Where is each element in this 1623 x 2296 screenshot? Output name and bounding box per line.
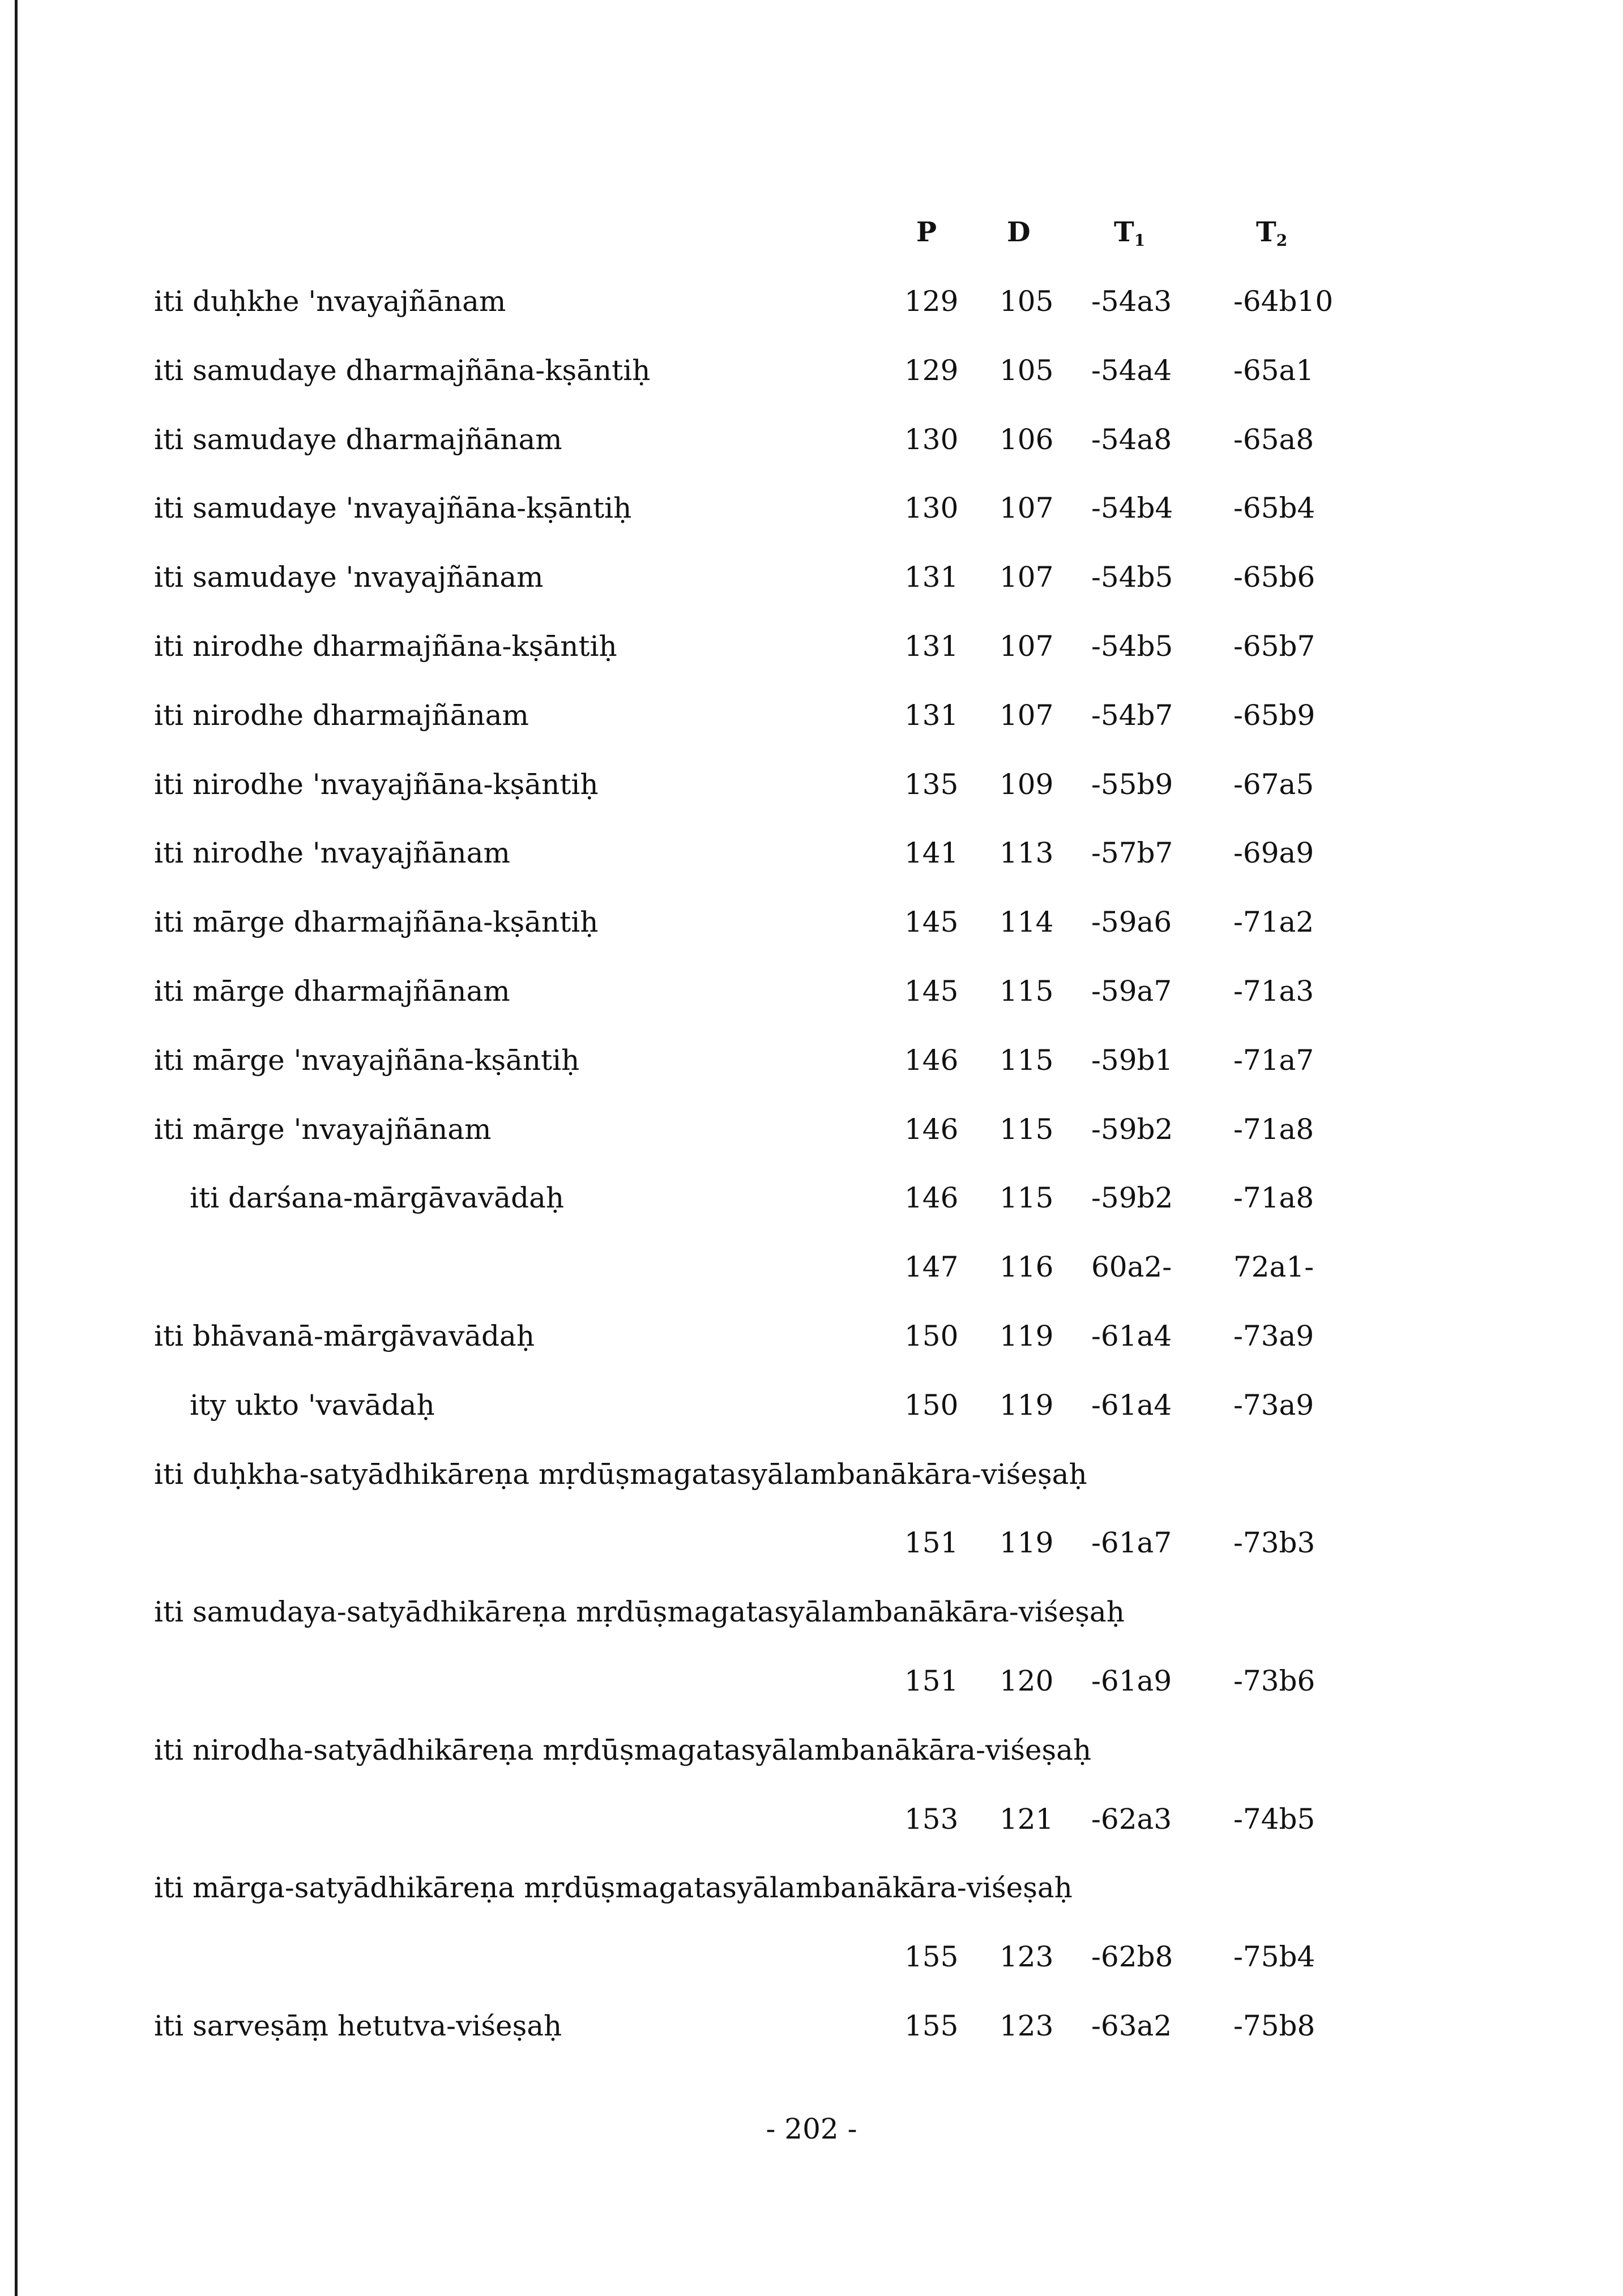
- row-label: iti darśana-mārgāvavādaḥ: [190, 1181, 565, 1214]
- cell-d: 116: [1000, 1251, 1054, 1283]
- cell-p: 146: [904, 1181, 959, 1214]
- cell-d: 115: [1000, 1181, 1054, 1214]
- table-row: [0, 1111, 1623, 1147]
- row-label: iti samudaye dharmajñāna-kṣāntiḥ: [154, 354, 651, 387]
- cell-t1: -61a9: [1091, 1665, 1172, 1697]
- table-row: [0, 1456, 1623, 1492]
- cell-t2: -65b9: [1233, 699, 1316, 732]
- cell-p: 135: [904, 768, 959, 801]
- table-row: [0, 973, 1623, 1009]
- cell-t1: -61a4: [1091, 1320, 1172, 1352]
- table-row: [0, 1042, 1623, 1078]
- cell-t2: -71a7: [1233, 1044, 1314, 1077]
- row-label: iti mārge dharmajñāna-kṣāntiḥ: [154, 906, 599, 938]
- cell-t2: -71a8: [1233, 1181, 1314, 1214]
- page-number: - 202 -: [766, 2113, 857, 2145]
- table-row: [0, 1318, 1623, 1354]
- table-row: [0, 1870, 1623, 1906]
- table-row: [0, 283, 1623, 319]
- row-label: iti mārge 'nvayajñāna-kṣāntiḥ: [154, 1044, 580, 1077]
- cell-t2: -71a8: [1233, 1113, 1314, 1146]
- row-label: iti bhāvanā-mārgāvavādaḥ: [154, 1320, 535, 1352]
- cell-p: 155: [904, 2009, 959, 2042]
- cell-p: 131: [904, 699, 959, 732]
- cell-t1: 60a2-: [1091, 1251, 1172, 1283]
- cell-p: 141: [904, 837, 959, 869]
- cell-d: 105: [1000, 285, 1054, 318]
- cell-t2: -65b7: [1233, 630, 1316, 663]
- cell-t2: -75b8: [1233, 2009, 1316, 2042]
- table-row: [0, 1732, 1623, 1768]
- header-p: P: [916, 216, 937, 248]
- cell-p: 155: [904, 1940, 959, 1973]
- cell-p: 145: [904, 975, 959, 1008]
- cell-t2: -69a9: [1233, 837, 1314, 869]
- cell-t2: -74b5: [1233, 1803, 1316, 1836]
- table-row: [0, 1525, 1623, 1561]
- cell-d: 113: [1000, 837, 1054, 869]
- row-label: iti samudaya-satyādhikāreṇa mṛdūṣmagatasyālambanākāra-viśeṣaḥ: [154, 1595, 1125, 1628]
- cell-d: 119: [1000, 1389, 1054, 1422]
- row-label: iti mārge 'nvayajñānam: [154, 1113, 492, 1146]
- cell-d: 115: [1000, 1044, 1054, 1077]
- cell-t1: -57b7: [1091, 837, 1173, 869]
- table-row: [0, 352, 1623, 389]
- table-row: [0, 1249, 1623, 1285]
- cell-t1: -54a3: [1091, 285, 1172, 318]
- cell-d: 115: [1000, 1113, 1054, 1146]
- cell-d: 109: [1000, 768, 1054, 801]
- cell-d: 115: [1000, 975, 1054, 1008]
- row-label: iti nirodhe 'nvayajñāna-kṣāntiḥ: [154, 768, 599, 801]
- row-label: iti sarveṣāṃ hetutva-viśeṣaḥ: [154, 2009, 562, 2042]
- table-row: [0, 1663, 1623, 1699]
- table-row: [0, 490, 1623, 526]
- table-row: [0, 1801, 1623, 1837]
- row-label: iti samudaye 'nvayajñānam: [154, 561, 544, 594]
- cell-p: 145: [904, 906, 959, 938]
- cell-t1: -61a7: [1091, 1526, 1172, 1559]
- table-row: [0, 628, 1623, 664]
- row-label: iti nirodhe 'nvayajñānam: [154, 837, 510, 869]
- cell-t1: -54b5: [1091, 561, 1173, 594]
- cell-d: 107: [1000, 630, 1054, 663]
- cell-t1: -54a8: [1091, 423, 1172, 456]
- cell-p: 129: [904, 354, 959, 387]
- table-row: [0, 1180, 1623, 1216]
- table-row: [0, 559, 1623, 595]
- table-row: [0, 697, 1623, 733]
- row-label: iti nirodhe dharmajñānam: [154, 699, 529, 732]
- table-row: [0, 421, 1623, 458]
- cell-t2: -75b4: [1233, 1940, 1316, 1973]
- cell-t1: -54a4: [1091, 354, 1172, 387]
- cell-t2: -65b6: [1233, 561, 1316, 594]
- row-label: ity ukto 'vavādaḥ: [190, 1389, 435, 1422]
- cell-d: 107: [1000, 492, 1054, 524]
- row-label: iti mārge dharmajñānam: [154, 975, 510, 1008]
- cell-d: 120: [1000, 1665, 1054, 1697]
- cell-p: 146: [904, 1044, 959, 1077]
- cell-t1: -54b4: [1091, 492, 1173, 524]
- cell-p: 151: [904, 1526, 959, 1559]
- header-d: D: [1007, 216, 1031, 248]
- column-header-row: [0, 215, 1623, 249]
- cell-t2: 72a1-: [1233, 1251, 1314, 1283]
- cell-d: 121: [1000, 1803, 1054, 1836]
- cell-t1: -59a7: [1091, 975, 1172, 1008]
- cell-p: 150: [904, 1389, 959, 1422]
- cell-p: 147: [904, 1251, 959, 1283]
- cell-t1: -54b7: [1091, 699, 1173, 732]
- cell-t1: -59b1: [1091, 1044, 1173, 1077]
- cell-t1: -62b8: [1091, 1940, 1173, 1973]
- table-row: [0, 904, 1623, 940]
- cell-d: 123: [1000, 2009, 1054, 2042]
- cell-p: 131: [904, 561, 959, 594]
- cell-p: 130: [904, 492, 959, 524]
- cell-t1: -61a4: [1091, 1389, 1172, 1422]
- row-label: iti nirodhe dharmajñāna-kṣāntiḥ: [154, 630, 617, 663]
- cell-t1: -59b2: [1091, 1113, 1173, 1146]
- row-label: iti mārga-satyādhikāreṇa mṛdūṣmagatasyālambanākāra-viśeṣaḥ: [154, 1871, 1073, 1904]
- cell-d: 119: [1000, 1526, 1054, 1559]
- row-label: iti samudaye dharmajñānam: [154, 423, 562, 456]
- cell-t2: -71a2: [1233, 906, 1314, 938]
- row-label: iti duḥkhe 'nvayajñānam: [154, 285, 506, 318]
- cell-t2: -73b6: [1233, 1665, 1316, 1697]
- cell-p: 130: [904, 423, 959, 456]
- cell-t2: -71a3: [1233, 975, 1314, 1008]
- header-t2: $T_2$: [1256, 216, 1288, 250]
- cell-d: 106: [1000, 423, 1054, 456]
- cell-t1: -54b5: [1091, 630, 1173, 663]
- table-row: [0, 1939, 1623, 1975]
- cell-t2: -64b10: [1233, 285, 1334, 318]
- table-row: [0, 2008, 1623, 2044]
- cell-d: 114: [1000, 906, 1054, 938]
- cell-d: 107: [1000, 561, 1054, 594]
- cell-d: 123: [1000, 1940, 1054, 1973]
- cell-t2: -65a8: [1233, 423, 1314, 456]
- row-label: iti duḥkha-satyādhikāreṇa mṛdūṣmagatasyālambanākāra-viśeṣaḥ: [154, 1458, 1087, 1491]
- cell-t1: -59a6: [1091, 906, 1172, 938]
- cell-p: 131: [904, 630, 959, 663]
- cell-t2: -73b3: [1233, 1526, 1316, 1559]
- cell-p: 153: [904, 1803, 959, 1836]
- table-row: [0, 1594, 1623, 1630]
- table-row: [0, 1387, 1623, 1423]
- cell-t2: -73a9: [1233, 1320, 1314, 1352]
- row-label: iti nirodha-satyādhikāreṇa mṛdūṣmagatasyālambanākāra-viśeṣaḥ: [154, 1734, 1092, 1766]
- cell-d: 105: [1000, 354, 1054, 387]
- table-row: [0, 766, 1623, 803]
- cell-d: 107: [1000, 699, 1054, 732]
- cell-t1: -62a3: [1091, 1803, 1172, 1836]
- header-t1: $T_1$: [1114, 216, 1146, 250]
- cell-t2: -67a5: [1233, 768, 1314, 801]
- cell-d: 119: [1000, 1320, 1054, 1352]
- cell-t2: -73a9: [1233, 1389, 1314, 1422]
- cell-p: 129: [904, 285, 959, 318]
- cell-p: 146: [904, 1113, 959, 1146]
- table-row: [0, 835, 1623, 871]
- cell-t2: -65a1: [1233, 354, 1314, 387]
- cell-t1: -59b2: [1091, 1181, 1173, 1214]
- cell-t1: -63a2: [1091, 2009, 1172, 2042]
- cell-p: 150: [904, 1320, 959, 1352]
- cell-t1: -55b9: [1091, 768, 1173, 801]
- row-label: iti samudaye 'nvayajñāna-kṣāntiḥ: [154, 492, 632, 524]
- cell-p: 151: [904, 1665, 959, 1697]
- cell-t2: -65b4: [1233, 492, 1316, 524]
